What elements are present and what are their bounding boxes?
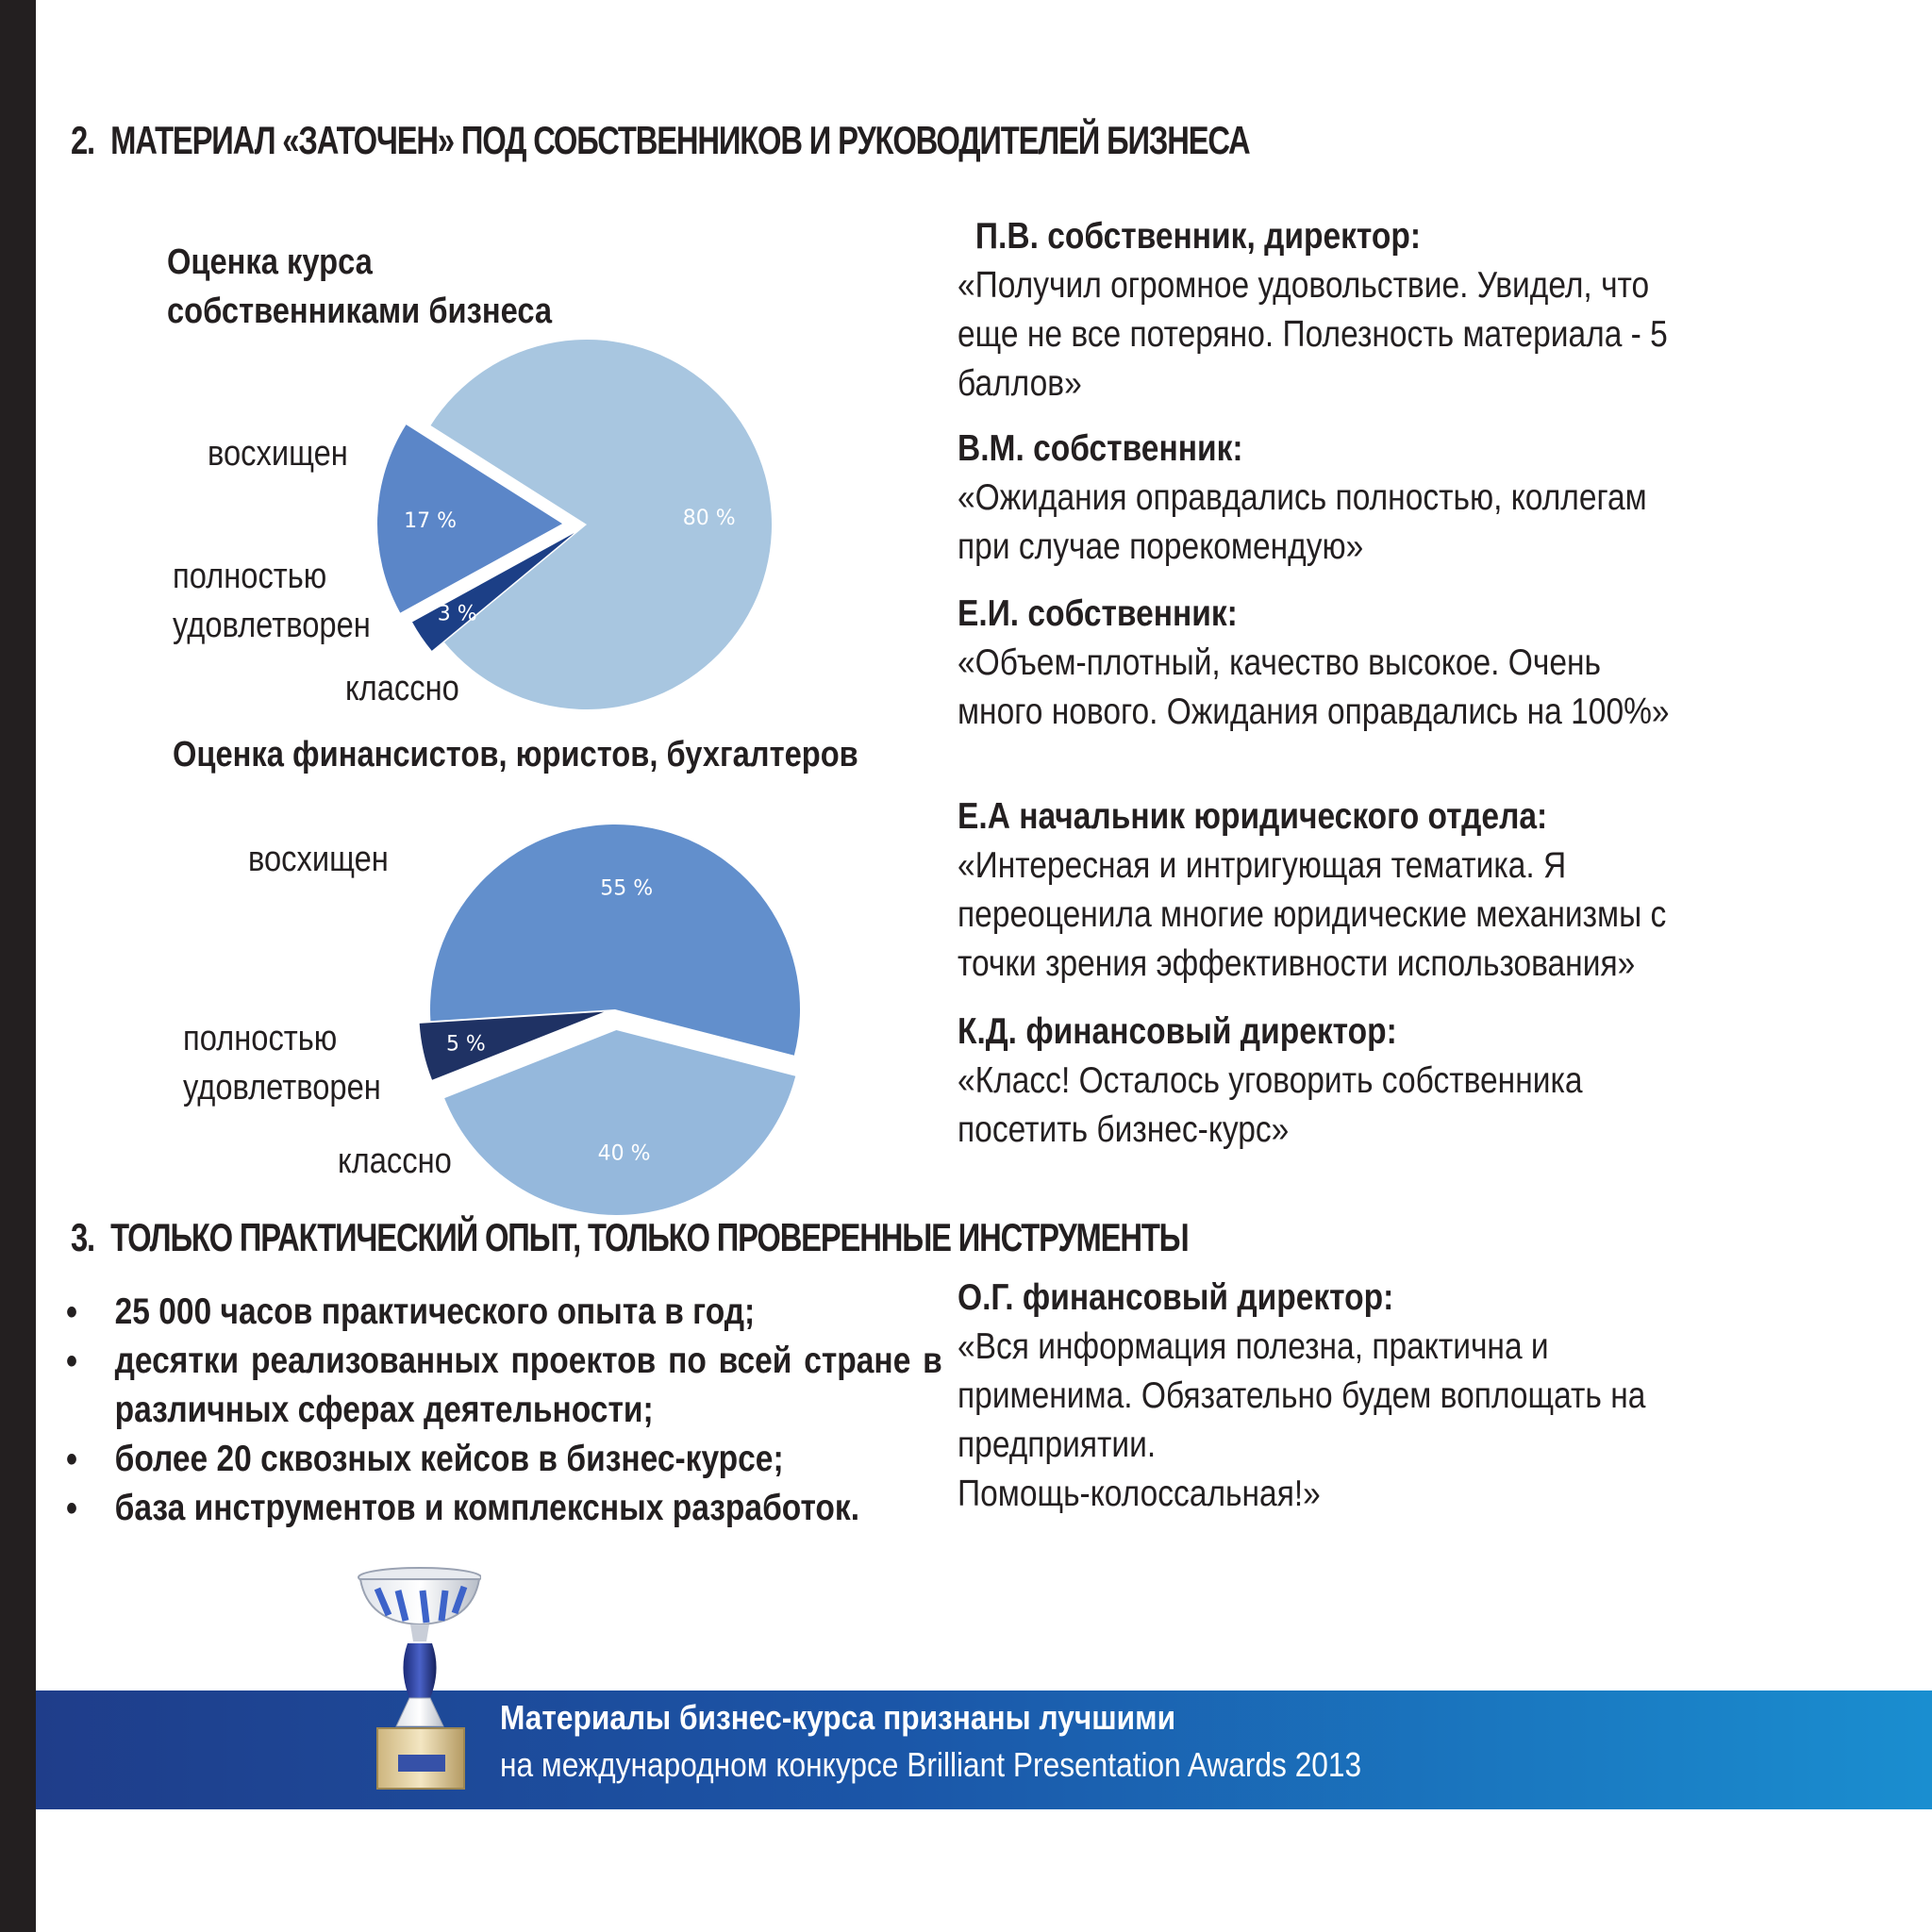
award-banner-line2: на международном конкурсе Brilliant Presentation Awards 2013 [500, 1745, 1362, 1784]
testimonial [958, 212, 1688, 408]
section-3-heading [71, 1215, 1189, 1260]
owners-label-satisfied-line2: удовлетворен [173, 606, 371, 645]
testimonial [958, 425, 1688, 572]
list-item: • база инструментов и комплексных разработок. [66, 1484, 942, 1533]
testimonial-author: К.Д. финансовый директор: [958, 1011, 1397, 1052]
pie-slice-label-2: 17 % [404, 508, 458, 533]
pie-slice-label-2: 5 % [445, 1032, 486, 1057]
finance-label-delighted: восхищен [248, 840, 389, 879]
testimonial [958, 792, 1688, 989]
list-item: • 25 000 часов практического опыта в год; [66, 1288, 942, 1337]
testimonial [958, 1008, 1688, 1155]
testimonial-text-continued: Помощь-колоссальная!» [958, 1474, 1321, 1514]
testimonial-author: П.В. собственник, директор: [974, 216, 1422, 257]
owners-label-delighted: восхищен [208, 434, 348, 474]
section-3-number: 3. [71, 1215, 94, 1259]
testimonial-author: Е.А начальник юридического отдела: [958, 796, 1548, 837]
testimonial-text: «Получил огромное удовольствие. Увидел, что еще не все потеряно. Полезность материала - 5 баллов» [958, 265, 1668, 404]
list-item: • десятки реализованных проектов по всей стране в различных сферах деятельности; [66, 1337, 942, 1435]
testimonial [958, 1274, 1688, 1519]
owners-chart-title-line1: Оценка курса [167, 242, 373, 282]
finance-chart-title: Оценка финансистов, юристов, бухгалтеров [173, 735, 858, 774]
pie-slice-label-1: 3 % [437, 602, 477, 626]
pie-slice-label-0: 80 % [682, 506, 736, 530]
finance-label-satisfied-line2: удовлетворен [183, 1068, 381, 1108]
section-2-number: 2. [71, 118, 94, 162]
section-2-title: МАТЕРИАЛ «ЗАТОЧЕН» ПОД СОБСТВЕННИКОВ И РУКОВОДИТЕЛЕЙ БИЗНЕСА [110, 118, 1250, 162]
owners-chart-title-line2: собственниками бизнеса [167, 291, 553, 331]
finance-label-satisfied-line1: полностью [183, 1019, 338, 1058]
pie-slice-label-1: 40 % [597, 1141, 651, 1166]
owners-label-satisfied-line1: полностью [173, 557, 327, 596]
list-item: • более 20 сквозных кейсов в бизнес-курсе; [66, 1435, 942, 1484]
testimonial-author: О.Г. финансовый директор: [958, 1277, 1394, 1318]
pie-slice-label-0: 55 % [600, 876, 654, 901]
finance-label-great: классно [338, 1141, 452, 1181]
experience-list [66, 1288, 942, 1533]
testimonial-text: «Интересная и интригующая тематика. Я переоценила многие юридические механизмы с точки зрения эффективности использования» [958, 845, 1667, 984]
owners-label-great: классно [345, 669, 459, 708]
trophy-icon [340, 1566, 481, 1797]
section-3-title: ТОЛЬКО ПРАКТИЧЕСКИЙ ОПЫТ, ТОЛЬКО ПРОВЕРЕННЫЕ ИНСТРУМЕНТЫ [110, 1215, 1189, 1259]
testimonial [958, 590, 1688, 737]
testimonial-text: «Вся информация полезна, практична и применима. Обязательно будем воплощать на предприятии. [958, 1326, 1646, 1465]
testimonial-author: В.М. собственник: [958, 428, 1243, 469]
testimonial-text: «Класс! Осталось уговорить собственника посетить бизнес-курс» [958, 1060, 1583, 1150]
testimonial-text: «Объем-плотный, качество высокое. Очень много нового. Ожидания оправдались на 100%» [958, 642, 1670, 732]
pie-slice-1 [444, 1030, 795, 1215]
testimonial-text: «Ожидания оправдались полностью, коллегам при случае порекомендую» [958, 477, 1647, 567]
testimonial-author: Е.И. собственник: [958, 593, 1238, 634]
award-banner-line1: Материалы бизнес-курса признаны лучшими [500, 1698, 1176, 1737]
